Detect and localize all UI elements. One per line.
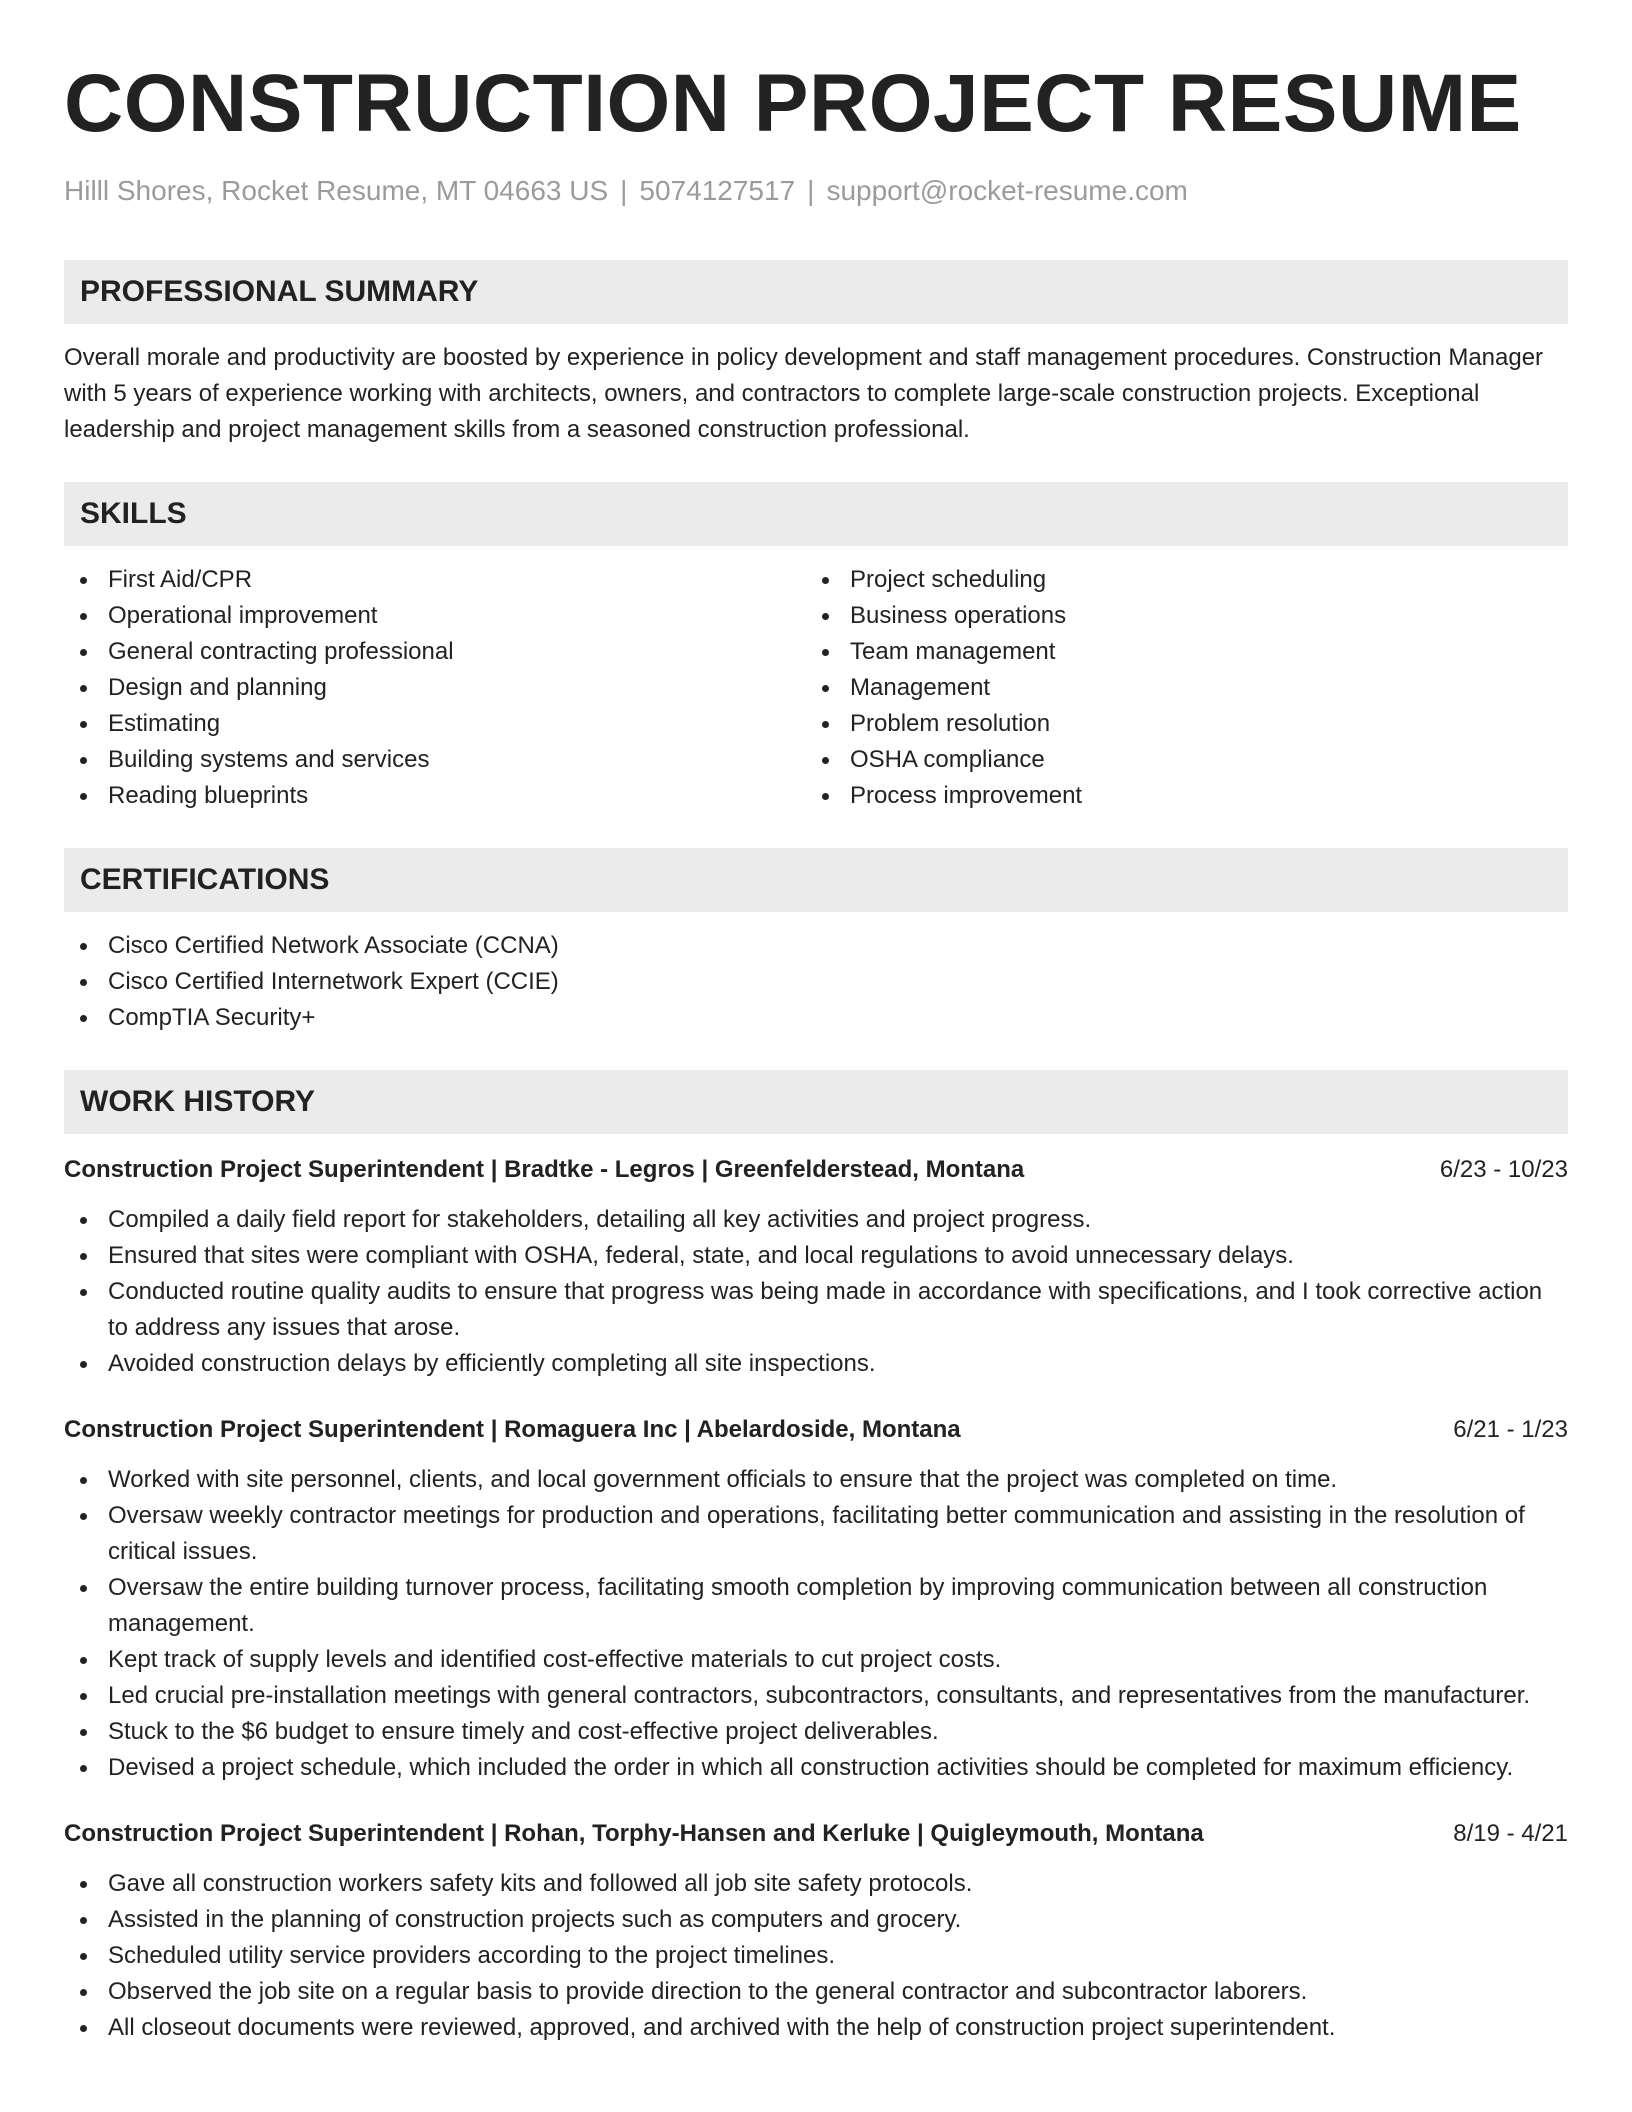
resume-page bbox=[64, 0, 1568, 2046]
skill-item: Building systems and services bbox=[64, 742, 806, 778]
job-bullet: All closeout documents were reviewed, approved, and archived with the help of construction project superintendent. bbox=[64, 2010, 1568, 2046]
contact-phone: 5074127517 bbox=[639, 175, 796, 206]
contact-line bbox=[64, 174, 1568, 208]
job-bullet: Gave all construction workers safety kits and followed all job site safety protocols. bbox=[64, 1866, 1568, 1902]
job-bullets bbox=[64, 1462, 1568, 1786]
job-entry bbox=[64, 1816, 1568, 2046]
summary-heading: PROFESSIONAL SUMMARY bbox=[64, 260, 1568, 324]
job-bullet: Observed the job site on a regular basis to provide direction to the general contractor and subcontractor laborers. bbox=[64, 1974, 1568, 2010]
skill-item: Project scheduling bbox=[806, 562, 1548, 598]
certification-item: Cisco Certified Network Associate (CCNA) bbox=[64, 928, 1568, 964]
job-dates: 8/19 - 4/21 bbox=[1453, 1820, 1568, 1847]
summary-text: Overall morale and productivity are boosted by experience in policy development and staff management procedures. Construction Manager with 5 years of experience working with architects, owners, and contractors to complete large-scale construction projects. Exceptional leadership and project management skills from a seasoned construction professional. bbox=[64, 344, 1544, 443]
skill-item: Estimating bbox=[64, 706, 806, 742]
skill-item: Process improvement bbox=[806, 778, 1548, 814]
job-bullet: Oversaw the entire building turnover process, facilitating smooth completion by improving communication between all construction management. bbox=[64, 1570, 1568, 1642]
skill-item: First Aid/CPR bbox=[64, 562, 806, 598]
contact-separator: | bbox=[807, 175, 815, 206]
job-header bbox=[64, 1412, 1568, 1448]
job-bullet: Worked with site personnel, clients, and local government officials to ensure that the project was completed on time. bbox=[64, 1462, 1568, 1498]
job-bullet: Stuck to the $6 budget to ensure timely and cost-effective project deliverables. bbox=[64, 1714, 1568, 1750]
job-header bbox=[64, 1152, 1568, 1188]
job-bullet: Scheduled utility service providers according to the project timelines. bbox=[64, 1938, 1568, 1974]
job-bullet: Kept track of supply levels and identified cost-effective materials to cut project costs. bbox=[64, 1642, 1568, 1678]
certifications-list bbox=[64, 928, 1568, 1036]
work-history-heading: WORK HISTORY bbox=[64, 1070, 1568, 1134]
skills-heading: SKILLS bbox=[64, 482, 1568, 546]
skills-column-right bbox=[806, 562, 1548, 814]
job-bullet: Led crucial pre-installation meetings with general contractors, subcontractors, consultants, and representatives from the manufacturer. bbox=[64, 1678, 1568, 1714]
job-title: Construction Project Superintendent | Bradtke - Legros | Greenfelderstead, Montana bbox=[64, 1156, 1025, 1183]
job-dates: 6/21 - 1/23 bbox=[1453, 1416, 1568, 1443]
skill-item: General contracting professional bbox=[64, 634, 806, 670]
job-bullet: Compiled a daily field report for stakeholders, detailing all key activities and project progress. bbox=[64, 1202, 1568, 1238]
job-dates: 6/23 - 10/23 bbox=[1439, 1156, 1568, 1183]
job-bullets bbox=[64, 1202, 1568, 1382]
skill-item: OSHA compliance bbox=[806, 742, 1548, 778]
job-header bbox=[64, 1816, 1568, 1852]
job-title: Construction Project Superintendent | Rohan, Torphy-Hansen and Kerluke | Quigleymouth, Montana bbox=[64, 1820, 1204, 1847]
job-title: Construction Project Superintendent | Romaguera Inc | Abelardoside, Montana bbox=[64, 1416, 961, 1443]
skill-item: Operational improvement bbox=[64, 598, 806, 634]
skill-item: Reading blueprints bbox=[64, 778, 806, 814]
job-bullet: Conducted routine quality audits to ensure that progress was being made in accordance with specifications, and I took corrective action to address any issues that arose. bbox=[64, 1274, 1568, 1346]
job-bullets bbox=[64, 1866, 1568, 2046]
job-entry bbox=[64, 1152, 1568, 1382]
job-entry bbox=[64, 1412, 1568, 1786]
skill-item: Management bbox=[806, 670, 1548, 706]
certification-item: Cisco Certified Internetwork Expert (CCIE) bbox=[64, 964, 1568, 1000]
skill-item: Design and planning bbox=[64, 670, 806, 706]
contact-email: support@rocket-resume.com bbox=[826, 175, 1188, 206]
skills-column-left bbox=[64, 562, 806, 814]
contact-address: Hilll Shores, Rocket Resume, MT 04663 US bbox=[64, 175, 609, 206]
contact-separator: | bbox=[620, 175, 628, 206]
page-title: CONSTRUCTION PROJECT RESUME bbox=[64, 58, 1522, 149]
job-bullet: Oversaw weekly contractor meetings for production and operations, facilitating better communication and assisting in the resolution of critical issues. bbox=[64, 1498, 1568, 1570]
job-bullet: Avoided construction delays by efficiently completing all site inspections. bbox=[64, 1346, 1568, 1382]
skill-item: Business operations bbox=[806, 598, 1548, 634]
certification-item: CompTIA Security+ bbox=[64, 1000, 1568, 1036]
skills-grid bbox=[64, 562, 1568, 814]
job-bullet: Assisted in the planning of construction projects such as computers and grocery. bbox=[64, 1902, 1568, 1938]
job-bullet: Devised a project schedule, which included the order in which all construction activities should be completed for maximum efficiency. bbox=[64, 1750, 1568, 1786]
certifications-heading: CERTIFICATIONS bbox=[64, 848, 1568, 912]
skill-item: Team management bbox=[806, 634, 1548, 670]
skill-item: Problem resolution bbox=[806, 706, 1548, 742]
job-bullet: Ensured that sites were compliant with OSHA, federal, state, and local regulations to avoid unnecessary delays. bbox=[64, 1238, 1568, 1274]
